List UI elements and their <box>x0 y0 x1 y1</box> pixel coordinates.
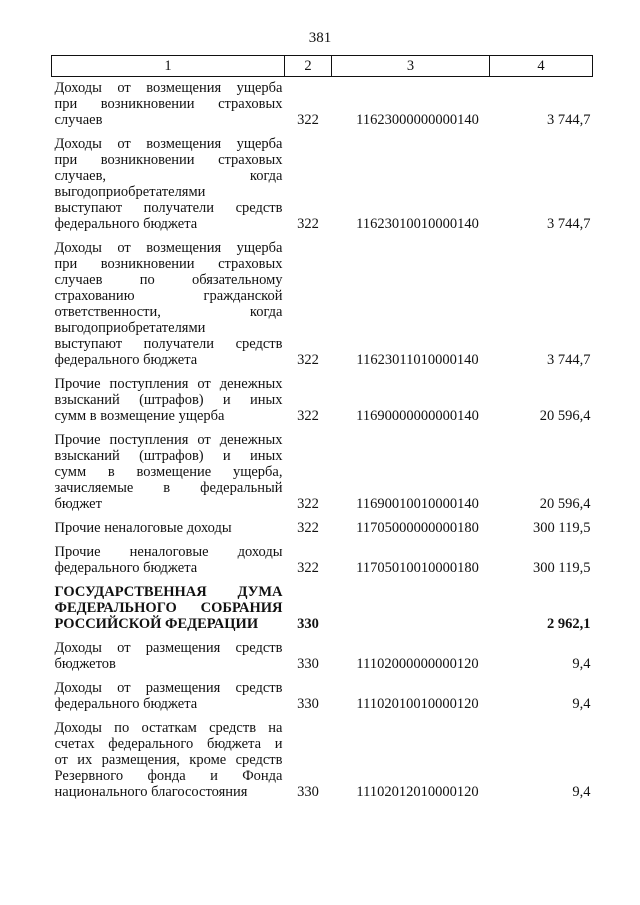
revenue-name-line: федерального бюджета <box>54 560 198 576</box>
table-header-row <box>52 56 593 77</box>
revenue-name-line: взысканий (штрафов) и иных <box>54 448 283 464</box>
revenue-name-line: выступают получатели средств <box>54 336 283 352</box>
budget-code-cell: 11690000000000140 <box>356 408 479 424</box>
table-row <box>52 424 593 512</box>
table-row <box>52 368 593 424</box>
revenue-name-cell <box>52 512 285 536</box>
revenue-name-line: Доходы от размещения средств <box>54 680 283 696</box>
budget-code-cell: 11102010010000120 <box>356 696 479 712</box>
budget-code-cell: 11102000000000120 <box>356 656 479 672</box>
amount-cell: 3 744,7 <box>547 216 591 232</box>
revenue-name-line: Прочие поступления от денежных <box>54 432 283 448</box>
amount-cell: 9,4 <box>572 784 591 800</box>
revenue-name-line: Прочие неналоговые доходы <box>54 520 232 536</box>
budget-code-cell: 11623000000000140 <box>356 112 479 128</box>
revenue-name-line: выгодоприобретателями <box>54 320 206 336</box>
table-row <box>52 576 593 632</box>
amount-cell: 9,4 <box>572 656 591 672</box>
revenue-name-cell <box>52 368 285 424</box>
table-row <box>52 632 593 672</box>
revenue-name-line: случаев, когда <box>54 168 283 184</box>
table-row <box>52 512 593 536</box>
admin-code-cell: 330 <box>297 616 319 632</box>
revenue-name-line: Доходы от возмещения ущерба <box>54 240 283 256</box>
revenue-name-line: случаев по обязательному <box>54 272 283 288</box>
revenue-name-line: федерального бюджета <box>54 352 198 368</box>
admin-code-cell: 322 <box>297 408 319 424</box>
revenue-name-line: бюджетов <box>54 656 116 672</box>
revenue-name-line: сумм в возмещение ущерба, <box>54 464 283 480</box>
admin-code-cell: 322 <box>297 112 319 128</box>
revenue-name-line: сумм в возмещение ущерба <box>54 408 225 424</box>
admin-code-cell: 322 <box>297 216 319 232</box>
budget-code-cell <box>332 576 490 632</box>
amount-cell: 20 596,4 <box>539 496 591 512</box>
revenue-name-line: ответственности, когда <box>54 304 283 320</box>
amount-cell: 2 962,1 <box>547 616 591 632</box>
revenue-name-line: бюджет <box>54 496 102 512</box>
revenue-name-cell <box>52 576 285 632</box>
budget-code-cell: 11690010010000140 <box>356 496 479 512</box>
amount-cell: 300 119,5 <box>533 560 591 576</box>
amount-cell: 3 744,7 <box>547 112 591 128</box>
revenue-name-line: федерального бюджета <box>54 216 198 232</box>
table-row <box>52 672 593 712</box>
revenue-name-line: ГОСУДАРСТВЕННАЯ ДУМА <box>54 584 283 600</box>
admin-code-cell: 322 <box>297 560 319 576</box>
admin-code-cell: 322 <box>297 352 319 368</box>
admin-code-cell: 322 <box>297 520 319 536</box>
budget-code-cell: 11705010010000180 <box>356 560 479 576</box>
revenue-name-cell <box>52 77 285 129</box>
admin-code-cell: 330 <box>297 784 319 800</box>
revenue-name-cell <box>52 632 285 672</box>
revenue-name-cell <box>52 128 285 232</box>
revenue-name-line: Доходы от размещения средств <box>54 640 283 656</box>
revenue-name-cell <box>52 672 285 712</box>
revenue-name-line: взысканий (штрафов) и иных <box>54 392 283 408</box>
page-number: 381 <box>308 30 332 46</box>
revenue-name-cell <box>52 232 285 368</box>
revenue-name-line: при возникновении страховых <box>54 256 283 272</box>
revenue-name-line: при возникновении страховых <box>54 96 283 112</box>
revenue-name-line: выгодоприобретателями <box>54 184 206 200</box>
revenue-name-line: Доходы по остаткам средств на <box>54 720 283 736</box>
budget-code-cell: 11705000000000180 <box>356 520 479 536</box>
revenue-name-line: ФЕДЕРАЛЬНОГО СОБРАНИЯ <box>54 600 283 616</box>
revenue-name-line: национального благосостояния <box>54 784 248 800</box>
revenue-name-line: Доходы от возмещения ущерба <box>54 136 283 152</box>
revenue-name-cell <box>52 424 285 512</box>
column-header-3: 3 <box>332 56 490 77</box>
revenue-name-line: выступают получатели средств <box>54 200 283 216</box>
revenue-name-cell <box>52 536 285 576</box>
revenue-name-cell <box>52 712 285 800</box>
revenue-name-line: РОССИЙСКОЙ ФЕДЕРАЦИИ <box>54 616 259 632</box>
revenue-name-line: от их размещения, кроме средств <box>54 752 283 768</box>
column-header-2: 2 <box>285 56 332 77</box>
revenue-name-line: страхованию гражданской <box>54 288 283 304</box>
budget-code-cell: 11102012010000120 <box>356 784 479 800</box>
revenue-name-line: зачисляемые в федеральный <box>54 480 283 496</box>
revenue-name-line: федерального бюджета <box>54 696 198 712</box>
column-header-1: 1 <box>52 56 285 77</box>
revenue-name-line: Прочие поступления от денежных <box>54 376 283 392</box>
table-row <box>52 128 593 232</box>
admin-code-cell: 322 <box>297 496 319 512</box>
revenue-name-line: Резервного фонда и Фонда <box>54 768 283 784</box>
table-body <box>52 77 593 801</box>
revenue-name-line: Доходы от возмещения ущерба <box>54 80 283 96</box>
amount-cell: 3 744,7 <box>547 352 591 368</box>
budget-code-cell: 11623010010000140 <box>356 216 479 232</box>
table-row <box>52 536 593 576</box>
amount-cell: 9,4 <box>572 696 591 712</box>
admin-code-cell: 330 <box>297 696 319 712</box>
budget-code-cell: 11623011010000140 <box>356 352 479 368</box>
admin-code-cell: 330 <box>297 656 319 672</box>
budget-revenue-table <box>51 55 593 800</box>
table-row <box>52 232 593 368</box>
table-row <box>52 712 593 800</box>
amount-cell: 300 119,5 <box>533 520 591 536</box>
revenue-name-line: счетах федерального бюджета и <box>54 736 283 752</box>
column-header-4: 4 <box>490 56 593 77</box>
revenue-name-line: при возникновении страховых <box>54 152 283 168</box>
revenue-name-line: Прочие неналоговые доходы <box>54 544 283 560</box>
table-row <box>52 77 593 129</box>
revenue-name-line: случаев <box>54 112 103 128</box>
amount-cell: 20 596,4 <box>539 408 591 424</box>
